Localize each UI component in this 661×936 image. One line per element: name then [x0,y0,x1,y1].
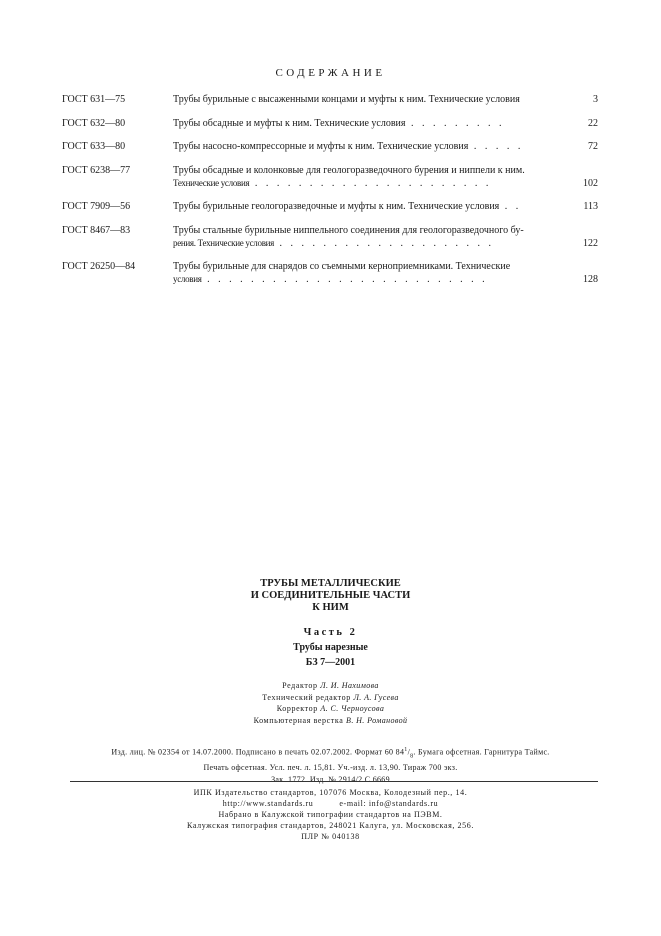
leader-dots: . . . . . [468,141,524,152]
toc-entry-page: 72 [588,141,598,152]
book-code: БЗ 7—2001 [305,657,356,668]
toc-entry-title-line: Трубы обсадные и колонковые для геологоразведочного бурения и ниппели к ним. [173,165,525,176]
book-subtitle: Трубы нарезные [293,642,368,653]
book-title-line: И СОЕДИНИТЕЛЬНЫЕ ЧАСТИ [250,590,411,601]
toc-entry-title-line: Трубы бурильные с высаженными концами и муфты к ним. Технические условия [173,94,520,105]
toc-entry-title-line: Трубы бурильные для снарядов со съемными керноприемниками. Технические [173,261,511,272]
toc-entry-title [173,224,569,250]
website-link[interactable]: http://www.standards.ru [222,799,314,808]
leader-dots: . . [499,201,522,212]
toc-entry-title-line: Трубы бурильные геологоразведочные и муфты к ним. Технические условия [173,201,500,212]
toc-entry-code: ГОСТ 8467—83 [62,225,131,236]
email-link[interactable]: e-mail: info@standards.ru [339,799,439,808]
publisher-line: ИПК Издательство стандартов, 107076 Москва, Колодезный пер., 14. [193,788,468,797]
publisher-info [0,787,661,842]
toc-entry-page: 128 [583,274,598,285]
toc-entry-code: ГОСТ 633—80 [62,141,126,152]
publication-line: Зак. 1772. Изд. № 2914/2 С 6669 [271,775,390,785]
publisher-contacts [0,798,661,809]
toc-entry-code: ГОСТ 632—80 [62,118,126,129]
toc-entry-page: 122 [583,238,598,249]
publication-info [0,744,661,786]
toc-entry-title-line: Трубы обсадные и муфты к ним. Технические условия [173,118,406,129]
toc-entry-title-line: условия [173,274,202,284]
leader-dots: . . . . . . . . . . . . . . . . . . . . . . [249,178,492,189]
toc-entry-title [173,93,569,106]
leader-dots: . . . . . . . . . . . . . . . . . . . . [274,238,494,249]
toc-entry-code: ГОСТ 6238—77 [62,165,131,176]
leader-dots: . . . . . . . . . . . . . . . . . . . . . . . . . . [201,274,488,285]
publisher-line: Калужская типография стандартов, 248021 Калуга, ул. Московская, 256. [187,821,474,830]
toc-entry-title [173,260,569,286]
book-part: Часть 2 [303,627,358,638]
credits [0,680,661,726]
toc-entry-code: ГОСТ 26250—84 [62,261,136,272]
toc-entry-title [173,117,569,130]
book-title [0,578,661,614]
credit-layout: Компьютерная верстка В. Н. Романовой [253,715,408,725]
toc-entry-title [173,140,569,153]
toc-entry-code: ГОСТ 631—75 [62,94,126,105]
toc-entry-page: 113 [583,201,598,212]
book-title-line: ТРУБЫ МЕТАЛЛИЧЕСКИЕ [260,578,401,589]
toc-entry-title-line: Технические условия [173,178,250,188]
credit-corrector: Корректор А. С. Черноусова [276,704,385,713]
toc-entry-title-line: рения. Технические условия [173,238,274,248]
toc-entry-title-line: Трубы стальные бурильные ниппельного соединения для геологоразведочного бу- [173,225,524,236]
publication-line: Изд. лиц. № 02354 от 14.07.2000. Подписано в печать 02.07.2002. Формат 60 $84^1/_8$. Бумага офсетная. Гарнитура Таймс. [111,747,550,760]
leader-dots: . . . . . . . . . [405,118,505,129]
credit-tech-editor: Технический редактор Л. А. Гусева [262,692,399,702]
toc-entry-page: 22 [588,118,598,129]
toc-entry-title [173,164,569,190]
toc-entry-title-line: Трубы насосно-компрессорные и муфты к ним. Технические условия [173,141,469,152]
toc-title: СОДЕРЖАНИЕ [275,67,386,79]
toc-entry-code: ГОСТ 7909—56 [62,201,131,212]
divider [70,781,598,782]
toc-entry-page: 3 [593,94,598,105]
publication-line: Печать офсетная. Усл. печ. л. 15,81. Уч.-изд. л. 13,90. Тираж 700 экз. [203,763,458,773]
publisher-line: ПЛР № 040138 [301,832,360,841]
toc-entry-title [173,200,569,213]
publisher-line: Набрано в Калужской типографии стандартов на ПЭВМ. [218,810,443,819]
toc-entry-page: 102 [583,178,598,189]
credit-editor: Редактор Л. И. Нахимова [282,681,379,690]
book-title-line: К НИМ [312,602,349,613]
